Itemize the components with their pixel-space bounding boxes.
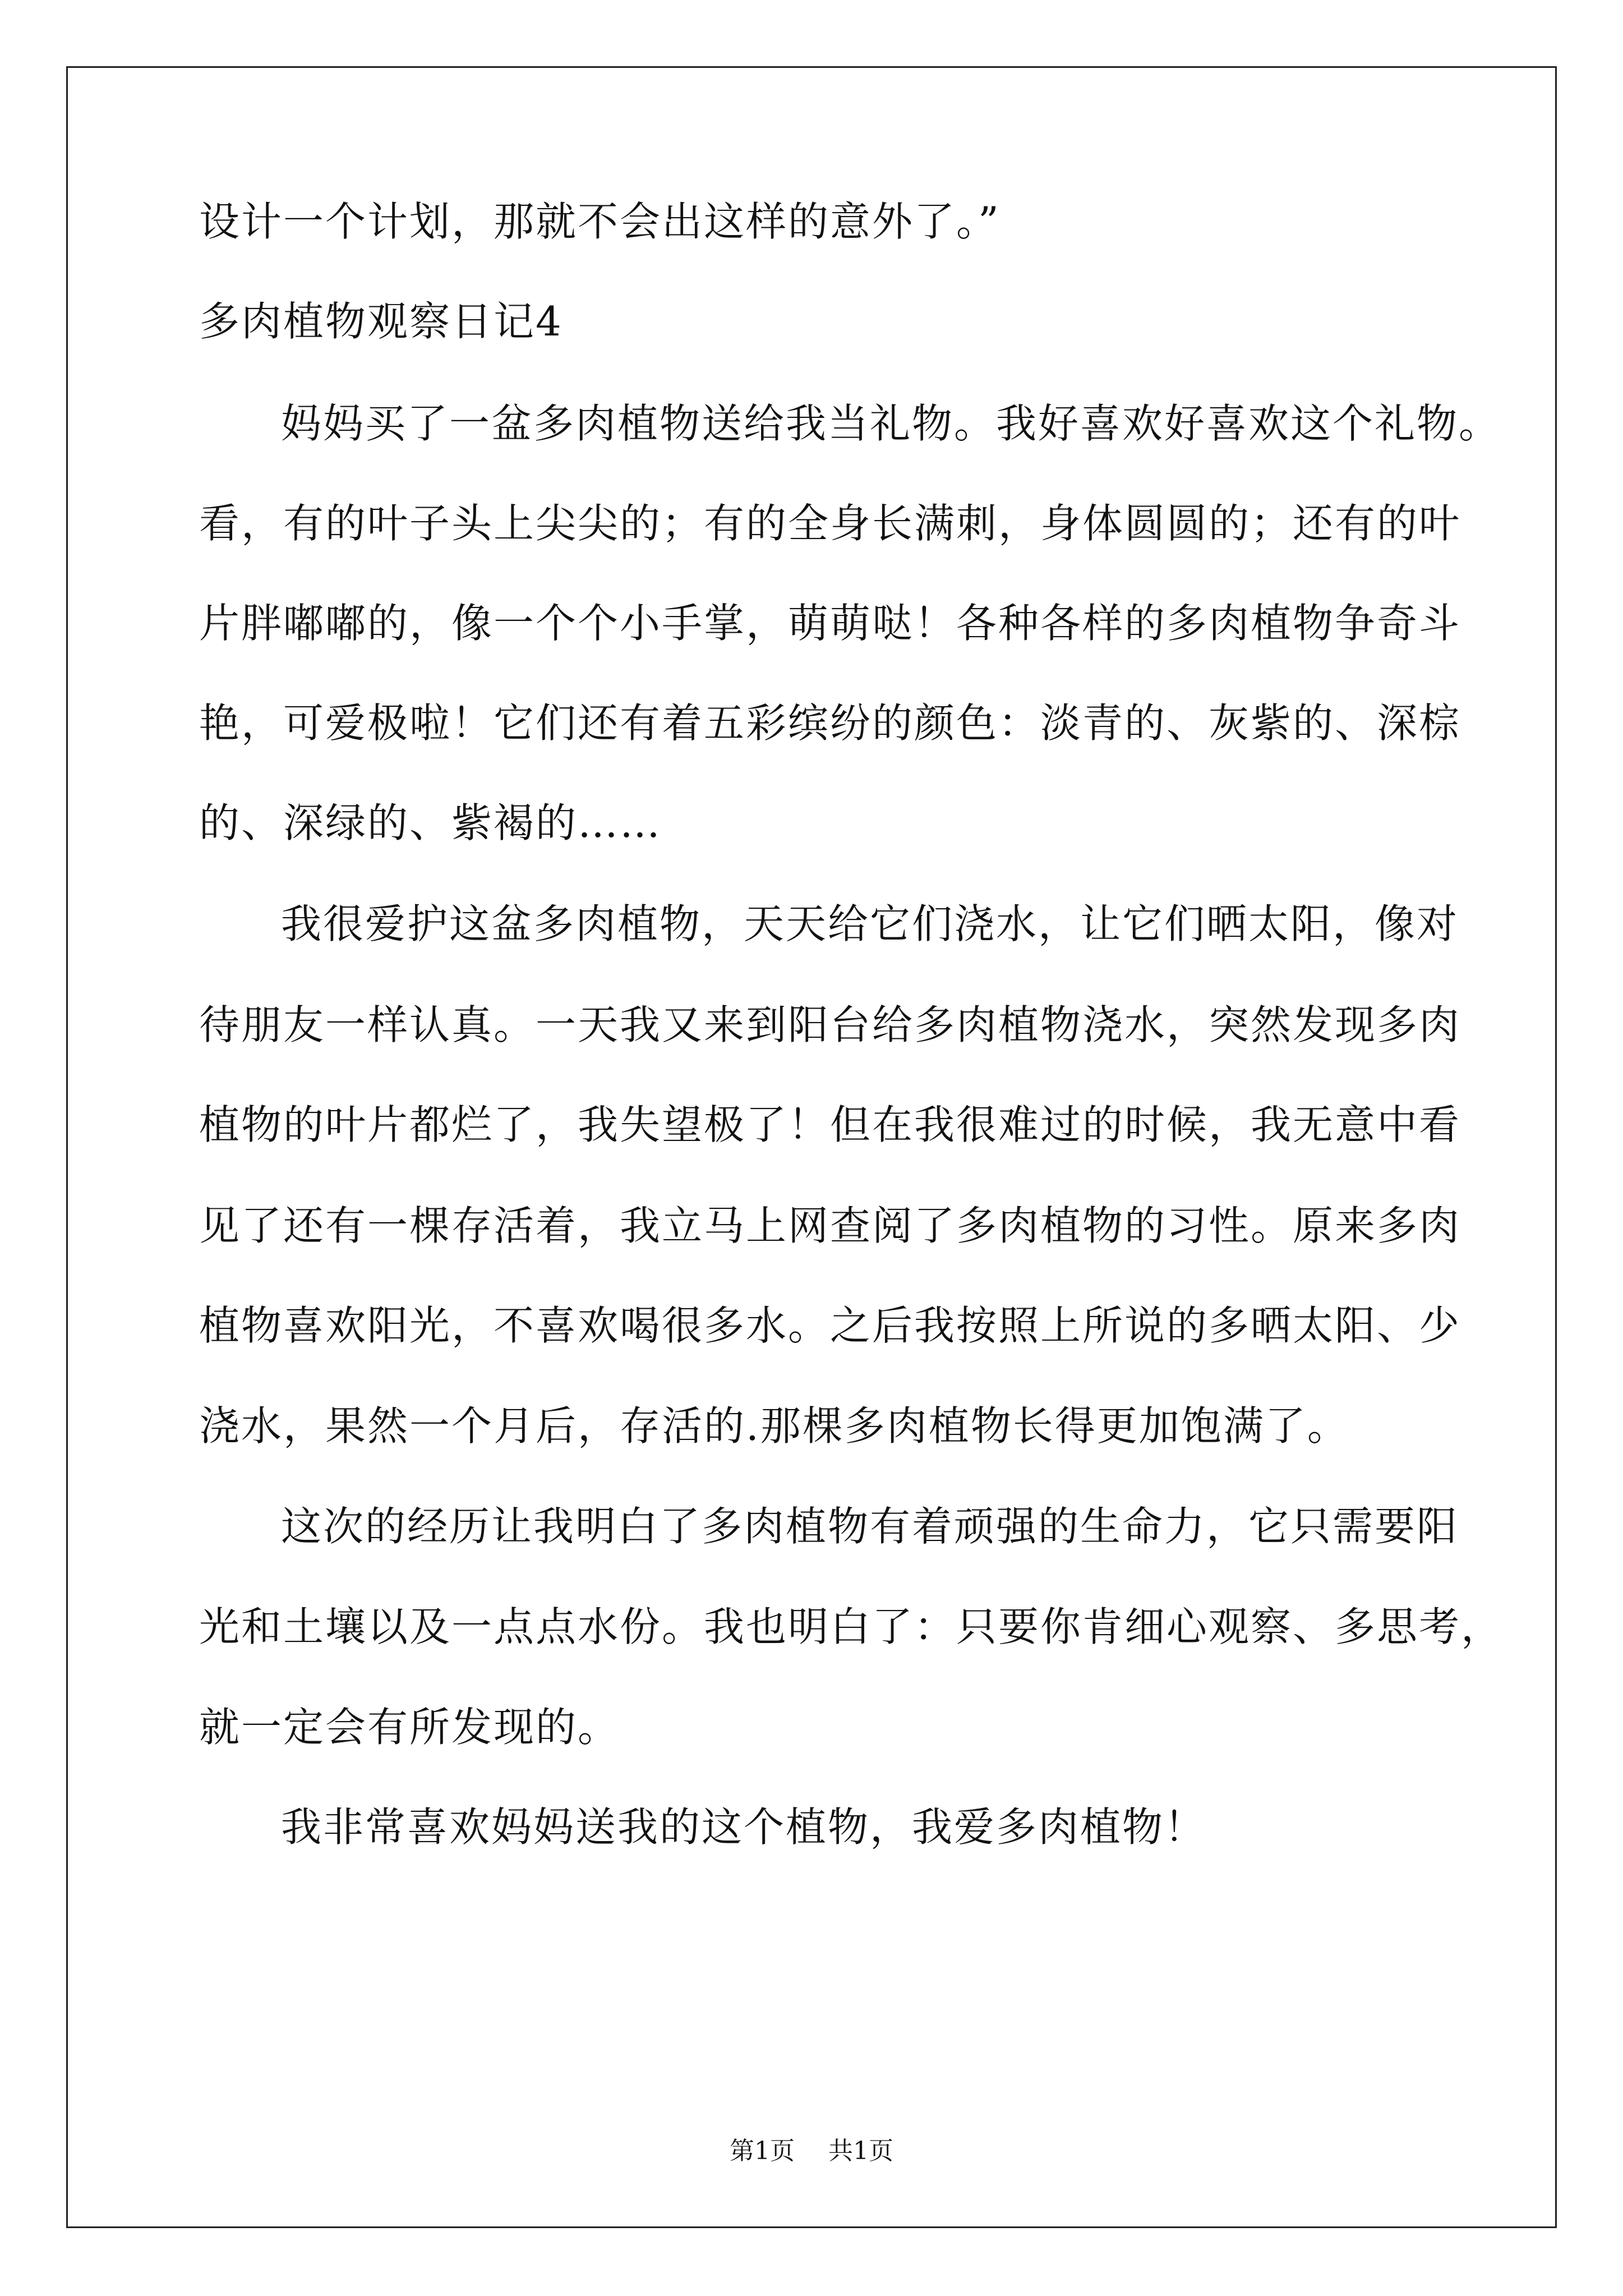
text-line: 的、深绿的、紫褐的…… — [199, 799, 662, 846]
text-line: 我非常喜欢妈妈送我的这个植物，我爱多肉植物！ — [281, 1803, 1207, 1851]
text-line: 设计一个计划，那就不会出这样的意外了。” — [199, 198, 1000, 245]
text-line: 妈妈买了一盆多肉植物送给我当礼物。我好喜欢好喜欢这个礼物。 — [281, 400, 1501, 447]
text-line: 植物的叶片都烂了，我失望极了！但在我很难过的时候，我无意中看 — [199, 1101, 1461, 1148]
page-number: 第1页 — [730, 2137, 795, 2165]
text-line: 艳，可爱极啦！它们还有着五彩缤纷的颜色：淡青的、灰紫的、深棕 — [199, 700, 1461, 747]
page-total: 共1页 — [828, 2137, 893, 2165]
page-footer — [0, 2137, 1623, 2165]
text-line: 见了还有一棵存活着，我立马上网查阅了多肉植物的习性。原来多肉 — [199, 1202, 1461, 1249]
text-line: 就一定会有所发现的。 — [199, 1704, 620, 1751]
text-line: 光和土壤以及一点点水份。我也明白了：只要你肯细心观察、多思考， — [199, 1603, 1504, 1650]
text-line: 浇水，果然一个月后，存活的.那棵多肉植物长得更加饱满了。 — [199, 1402, 1349, 1450]
text-line: 看，有的叶子头上尖尖的；有的全身长满刺，身体圆圆的；还有的叶 — [199, 500, 1461, 547]
text-line: 植物喜欢阳光，不喜欢喝很多水。之后我按照上所说的多晒太阳、少 — [199, 1302, 1461, 1349]
text-line: 片胖嘟嘟的，像一个个小手掌，萌萌哒！各种各样的多肉植物争奇斗 — [199, 600, 1461, 647]
text-line: 待朋友一样认真。一天我又来到阳台给多肉植物浇水，突然发现多肉 — [199, 1001, 1461, 1048]
text-line: 这次的经历让我明白了多肉植物有着顽强的生命力，它只需要阳 — [281, 1503, 1459, 1550]
text-line: 我很爱护这盆多肉植物，天天给它们浇水，让它们晒太阳，像对 — [281, 900, 1459, 947]
document-title: 多肉植物观察日记4 — [199, 298, 563, 345]
